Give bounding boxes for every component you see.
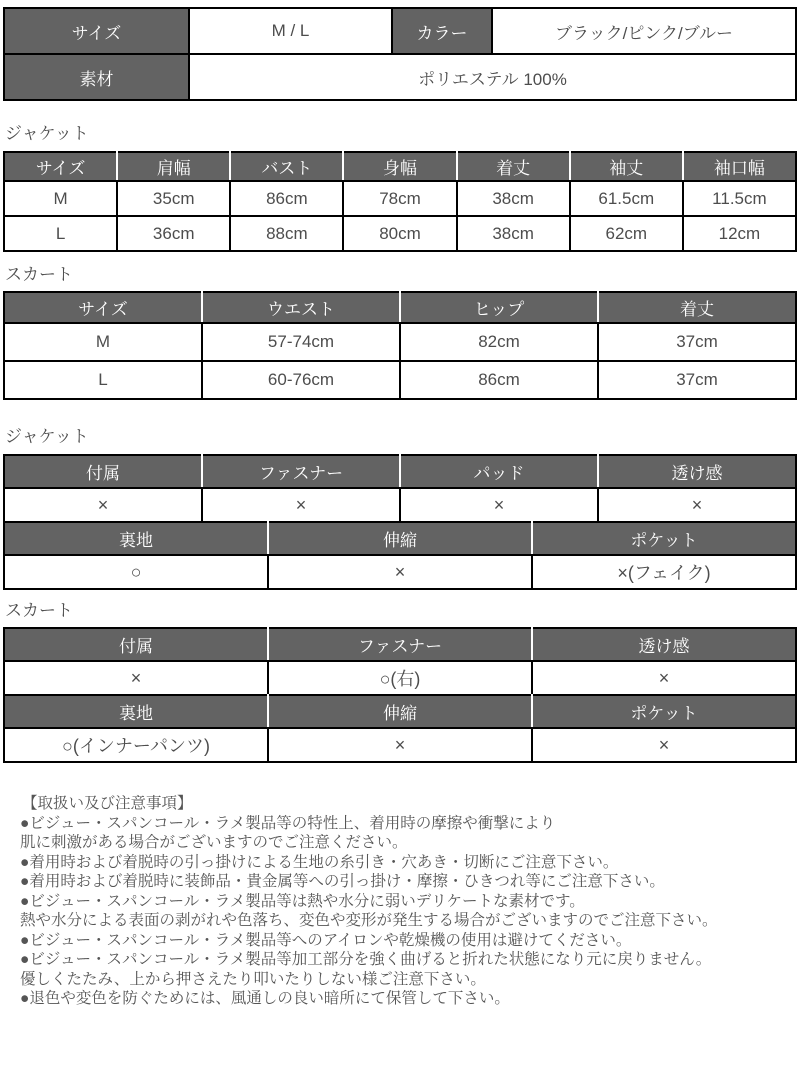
skirt-size-section-title: スカート [5, 265, 73, 284]
care-notes-title: 【取扱い及び注意事項】 [22, 795, 193, 812]
table-header-row [4, 292, 796, 323]
value-cell: × [4, 661, 268, 695]
table-row [4, 54, 796, 100]
value-cell: ○(インナーパンツ) [4, 728, 268, 762]
header-cell: ファスナー [202, 455, 400, 488]
header-cell: ポケット [532, 522, 796, 555]
size-color-material-table [3, 7, 797, 101]
table-row [4, 488, 796, 522]
table-header-row [4, 695, 796, 728]
care-note-line: ●着用時および着脱時の引っ掛けによる生地の糸引き・穴あき・切断にご注意下さい。 [20, 853, 619, 871]
value-cell: 38cm [457, 216, 570, 251]
table-header-row [4, 455, 796, 488]
value-cell: 11.5cm [683, 181, 796, 216]
table-row [4, 181, 796, 216]
value-cell: 36cm [117, 216, 230, 251]
table-row [4, 661, 796, 695]
value-cell: 57-74cm [202, 323, 400, 361]
care-note-line: ●ビジュー・スパンコール・ラメ製品等へのアイロンや乾燥機の使用は避けてください。 [20, 931, 632, 949]
header-cell: ポケット [532, 695, 796, 728]
header-cell: 透け感 [532, 628, 796, 661]
value-cell: ○(右) [268, 661, 532, 695]
header-cell: 伸縮 [268, 522, 532, 555]
header-cell: バスト [230, 152, 343, 181]
value-cell: 61.5cm [570, 181, 683, 216]
value-cell: 86cm [230, 181, 343, 216]
care-notes [3, 794, 797, 1009]
jacket-detail-section-title: ジャケット [5, 427, 89, 446]
material-label-cell: 素材 [4, 54, 189, 100]
color-label-cell: カラー [392, 8, 492, 54]
care-note-line: ●ビジュー・スパンコール・ラメ製品等加工部分を強く曲げると折れた状態になり元に戻りません。 [20, 951, 712, 968]
header-cell: 伸縮 [268, 695, 532, 728]
jacket-size-section-title: ジャケット [5, 124, 89, 143]
table-row [4, 555, 796, 589]
jacket-detail-table-upper [3, 454, 797, 523]
skirt-size-table [3, 291, 797, 400]
material-value-cell: ポリエステル 100% [189, 54, 796, 100]
value-cell: × [268, 555, 532, 589]
value-cell: × [400, 488, 598, 522]
header-cell: パッド [400, 455, 598, 488]
header-cell: 裏地 [4, 522, 268, 555]
value-cell: 38cm [457, 181, 570, 216]
value-cell: 88cm [230, 216, 343, 251]
value-cell: 80cm [343, 216, 456, 251]
value-cell: 82cm [400, 323, 598, 361]
size-cell: L [4, 361, 202, 399]
header-cell: 透け感 [598, 455, 796, 488]
jacket-detail-table-lower [3, 521, 797, 590]
value-cell: ×(フェイク) [532, 555, 796, 589]
table-header-row [4, 152, 796, 181]
header-cell: 着丈 [457, 152, 570, 181]
header-cell: 着丈 [598, 292, 796, 323]
value-cell: 37cm [598, 361, 796, 399]
table-row [4, 216, 796, 251]
table-row [4, 323, 796, 361]
value-cell: 12cm [683, 216, 796, 251]
value-cell: 35cm [117, 181, 230, 216]
size-cell: L [4, 216, 117, 251]
value-cell: 86cm [400, 361, 598, 399]
skirt-detail-table-lower [3, 694, 797, 763]
value-cell: ○ [4, 555, 268, 589]
size-label-cell: サイズ [4, 8, 189, 54]
header-cell: ファスナー [268, 628, 532, 661]
care-note-line: ●ビジュー・スパンコール・ラメ製品等は熱や水分に弱いデリケートな素材です。 [20, 892, 585, 910]
size-cell: M [4, 323, 202, 361]
value-cell: × [202, 488, 400, 522]
skirt-detail-section-title: スカート [5, 601, 73, 620]
color-value-cell: ブラック/ピンク/ブルー [492, 8, 796, 54]
header-cell: 裏地 [4, 695, 268, 728]
table-header-row [4, 628, 796, 661]
care-note-line: 肌に刺激がある場合がございますのでご注意ください。 [20, 834, 408, 851]
care-note-line: ●ビジュー・スパンコール・ラメ製品等の特性上、着用時の摩擦や衝撃により [20, 814, 556, 832]
header-cell: サイズ [4, 292, 202, 323]
header-cell: ウエスト [202, 292, 400, 323]
value-cell: × [532, 661, 796, 695]
header-cell: 袖丈 [570, 152, 683, 181]
header-cell: サイズ [4, 152, 117, 181]
care-note-line: 優しくたたみ、上から押さえたり叩いたりしない様ご注意下さい。 [20, 970, 486, 988]
size-cell: M [4, 181, 117, 216]
value-cell: 37cm [598, 323, 796, 361]
jacket-size-table [3, 151, 797, 252]
table-row [4, 728, 796, 762]
header-cell: 付属 [4, 455, 202, 488]
header-cell: 付属 [4, 628, 268, 661]
header-cell: 袖口幅 [683, 152, 796, 181]
table-row [4, 8, 796, 54]
care-note-line: ●退色や変色を防ぐためには、風通しの良い暗所にて保管して下さい。 [20, 990, 510, 1007]
care-note-line: 熱や水分による表面の剥がれや色落ち、変色や変形が発生する場合がございますのでご注意下さい。 [20, 912, 718, 929]
value-cell: × [268, 728, 532, 762]
care-note-line: ●着用時および着脱時に装飾品・貴金属等への引っ掛け・摩擦・ひきつれ等にご注意下さい。 [20, 873, 665, 890]
header-cell: 肩幅 [117, 152, 230, 181]
value-cell: 60-76cm [202, 361, 400, 399]
value-cell: 78cm [343, 181, 456, 216]
value-cell: × [598, 488, 796, 522]
skirt-detail-table-upper [3, 627, 797, 696]
table-row [4, 361, 796, 399]
table-header-row [4, 522, 796, 555]
value-cell: 62cm [570, 216, 683, 251]
header-cell: 身幅 [343, 152, 456, 181]
size-value-cell: M / L [189, 8, 392, 54]
value-cell: × [4, 488, 202, 522]
value-cell: × [532, 728, 796, 762]
header-cell: ヒップ [400, 292, 598, 323]
